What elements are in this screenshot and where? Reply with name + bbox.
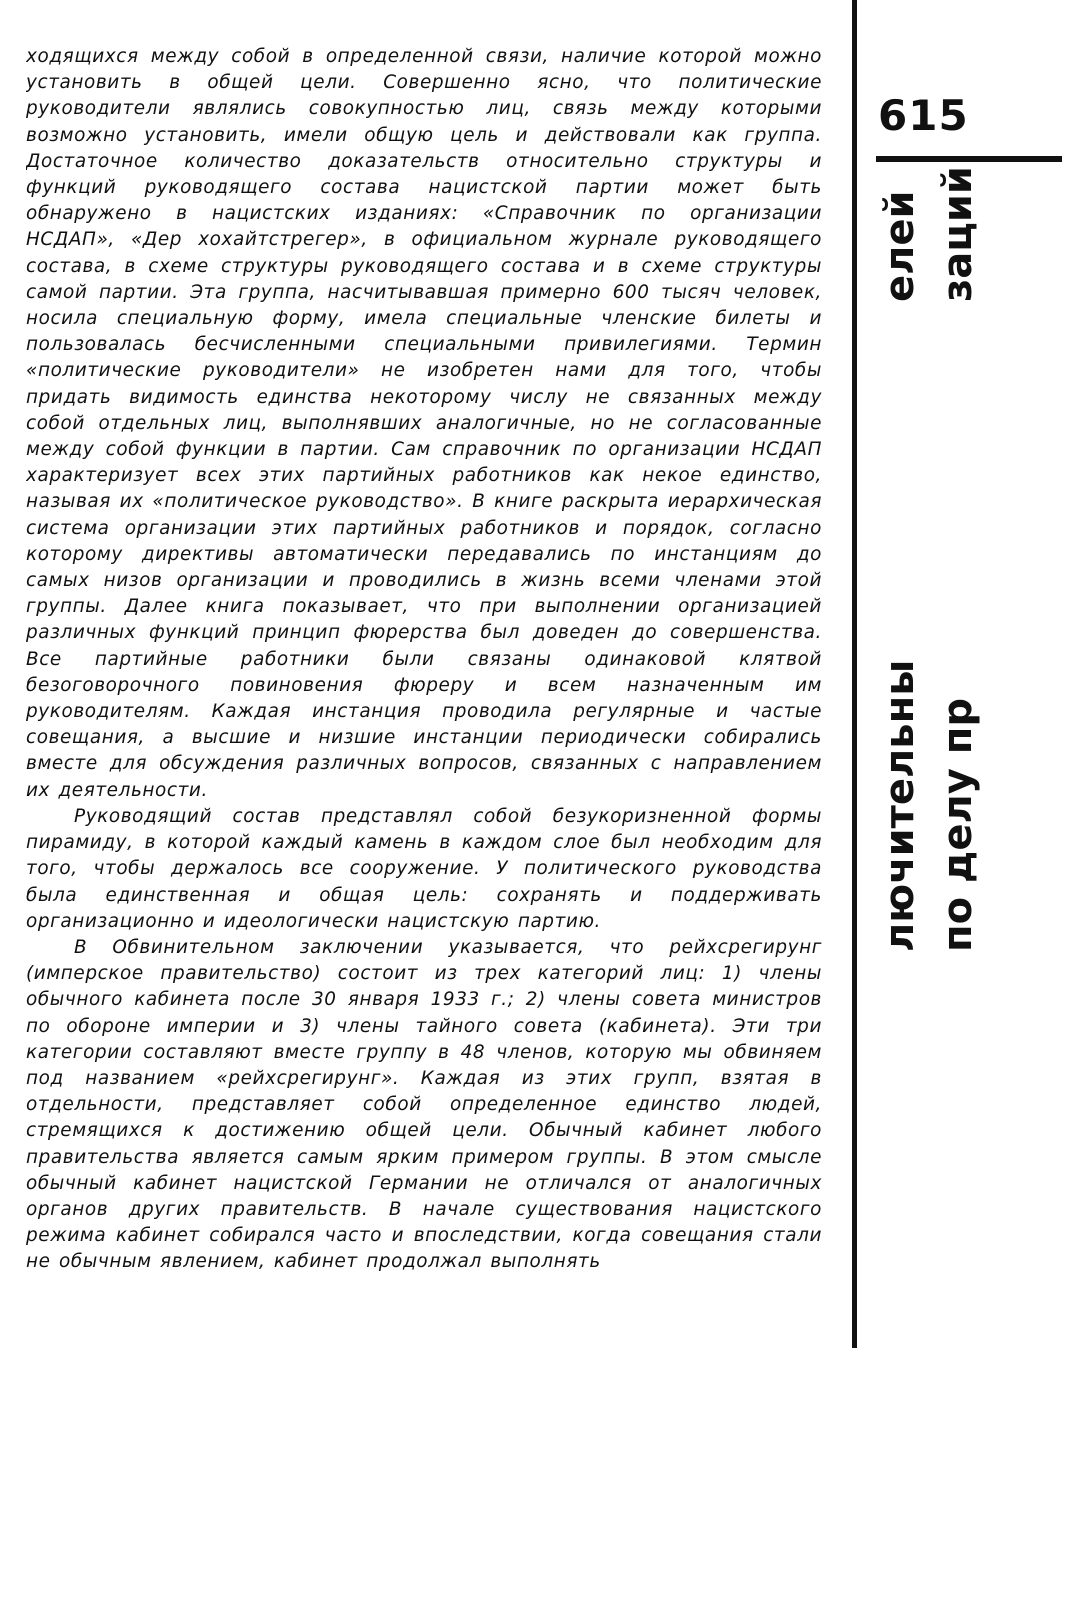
- page-number: 615: [878, 91, 969, 140]
- body-text-column: [26, 44, 822, 1514]
- running-head-upper-line-1: елей: [877, 190, 923, 302]
- margin-vertical-rule-top: [852, 0, 857, 156]
- running-head-lower-line-2: по делу пр: [935, 697, 981, 952]
- margin-vertical-rule: [852, 156, 857, 1348]
- page-number-underline: [876, 156, 1062, 162]
- paragraph-reichsregierung: В Обвинительном заключении указывается, что рейхсрегирунг (имперское правительство) состоит из трех категорий лиц: 1) члены обычного кабинета после 30 января 1933 г.; 2) члены совета министров по обороне империи и 3) члены тайного совета (кабинета). Эти три категории составляют вместе группу в 48 членов, которую мы обвиняем под названием «рейхсрегирунг». Каждая из этих групп, взятая в отдельности, представляет собой определенное единство людей, стремящихся к достижению общей цели. Обычный кабинет любого правительства является самым ярким примером группы. В этом смысле обычный кабинет нацистской Германии не отличался от аналогичных органов других правительств. В начале существования нацистского режима кабинет собирался часто и впоследствии, когда совещания стали не обычным явлением, кабинет продолжал выполнять: [26, 936, 822, 1273]
- paragraph-leadership-pyramid: Руководящий состав представлял собой безукоризненной формы пирамиду, в которой каждый камень в каждом слое был необходим для того, чтобы держалось все сооружение. У политического руководства была единственная и общая цель: сохранять и поддерживать организационно и идеологически нацистскую партию.: [26, 805, 822, 932]
- running-head-lower-line-1: лючительны: [877, 659, 923, 952]
- running-head-upper-line-2: заций: [935, 166, 981, 302]
- paragraph-continued: ходящихся между собой в определенной связи, наличие которой можно установить в общей цели. Совершенно ясно, что политические руководители являлись совокупностью лиц, связь между которыми возможно установить, имели общую цель и действовали как группа. Достаточное количество доказательств относительно структуры и функций руководящего состава нацистской партии может быть обнаружено в нацистских изданиях: «Справочник по организации НСДАП», «Дер хохайтстрегер», в официальном журнале руководящего состава, в схеме структуры руководящего состава и в схеме структуры самой партии. Эта группа, насчитывавшая примерно 600 тысяч человек, носила специальную форму, имела специальные членские билеты и пользовалась бесчисленными специальными привилегиями. Термин «политические руководители» не изобретен нами для того, чтобы придать видимость единства некоторому числу не связанных между собой отдельных лиц, выполнявших аналогичные, но не согласованные между собой функции в партии. Сам справочник по организации НСДАП характеризует всех этих партийных работников как некое единство, называя их «политическое руководство». В книге раскрыта иерархическая система организации этих партийных работников и порядок, согласно которому директивы автоматически передавались по инстанциям до самых низов организации и проводились в жизнь всеми членами этой группы. Далее книга показывает, что при выполнении организацией различных функций принцип фюрерства был доведен до совершенства. Все партийные работники были связаны одинаковой клятвой безоговорочного повиновения фюреру и всем назначенным им руководителям. Каждая инстанция проводила регулярные и частые совещания, а высшие и низшие инстанции периодически собирались вместе для обсуждения различных вопросов, связанных с направлением их деятельности.: [26, 46, 822, 801]
